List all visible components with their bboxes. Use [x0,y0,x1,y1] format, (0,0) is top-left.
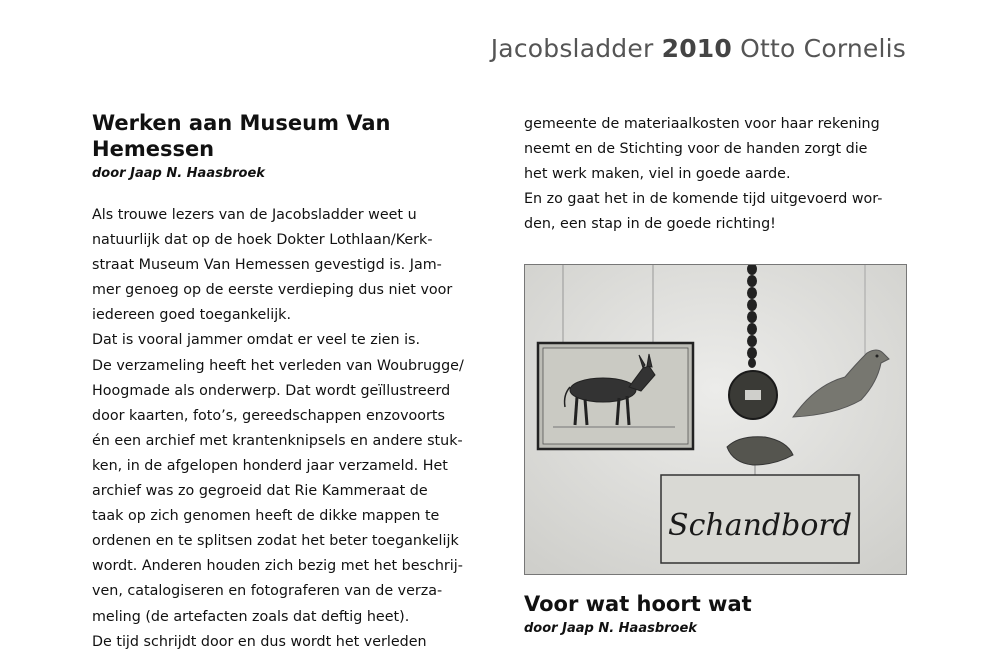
twisted-rod [747,265,757,368]
schandbord-sign [661,475,859,563]
body-line: straat Museum Van Hemessen gevestigd is. Jam- [92,257,442,274]
body-line: De verzameling heeft het verleden van Woubrugge/ [92,357,464,374]
header-prefix: Jacobsladder [490,34,654,63]
donkey-picture [538,343,693,449]
body-line: gemeente de materiaalkosten voor haar rekening [524,116,880,132]
header-year: 2010 [661,34,732,63]
body-line: mer genoeg op de eerste verdieping dus niet voor [92,282,453,299]
medallion [729,371,777,419]
body-line: meling (de artefacten zoals dat deftig heet). [92,608,410,625]
article-body-continued [524,112,909,237]
article-title-line: Werken aan Museum Van [92,111,391,135]
body-line: En zo gaat het in de komende tijd uitgevoerd wor- [524,191,883,208]
body-line: De tijd schrijdt door en dus wordt het verleden [92,633,427,650]
body-line: Dat is vooral jammer omdat er veel te zien is. [92,332,421,349]
museum-photo [524,264,907,575]
body-line: het werk maken, viel in goede aarde. [524,166,791,183]
sign-text: Schandbord [668,508,852,543]
article-byline: door Jaap N. Haasbroek [92,166,265,181]
body-line: Als trouwe lezers van de Jacobsladder weet u [92,207,417,223]
page-header [491,34,906,63]
second-article-title: Voor wat hoort wat [524,592,752,616]
article-title [92,110,484,162]
body-line: én een archief met krantenknipsels en andere stuk- [92,432,463,449]
right-column [524,112,909,237]
body-line: archief was zo gegroeid dat Rie Kammeraat de [92,483,428,500]
left-column [92,110,484,655]
body-line: ven, catalogiseren en fotograferen van de verza- [92,583,443,600]
body-line: ordenen en te splitsen zodat het beter toegankelijk [92,533,459,550]
body-line: natuurlijk dat op de hoek Dokter Lothlaan/Kerk- [92,232,433,249]
body-line: Hoogmade als onderwerp. Dat wordt geïllustreerd [92,382,451,399]
header-suffix: Otto Cornelis [740,34,906,63]
article-title-line: Hemessen [92,137,215,161]
body-line: iedereen goed toegankelijk. [92,307,291,324]
body-line: door kaarten, foto’s, gereedschappen enzovoorts [92,407,445,424]
body-line: ken, in de afgelopen honderd jaar verzameld. Het [92,457,448,474]
second-article-byline: door Jaap N. Haasbroek [524,621,697,636]
second-article [524,591,909,636]
article-body [92,203,484,655]
body-line: taak op zich genomen heeft de dikke mappen te [92,508,440,525]
body-line: den, een stap in de goede richting! [524,216,776,233]
body-line: wordt. Anderen houden zich bezig met het beschrij- [92,558,463,575]
body-line: neemt en de Stichting voor de handen zorgt die [524,141,868,158]
